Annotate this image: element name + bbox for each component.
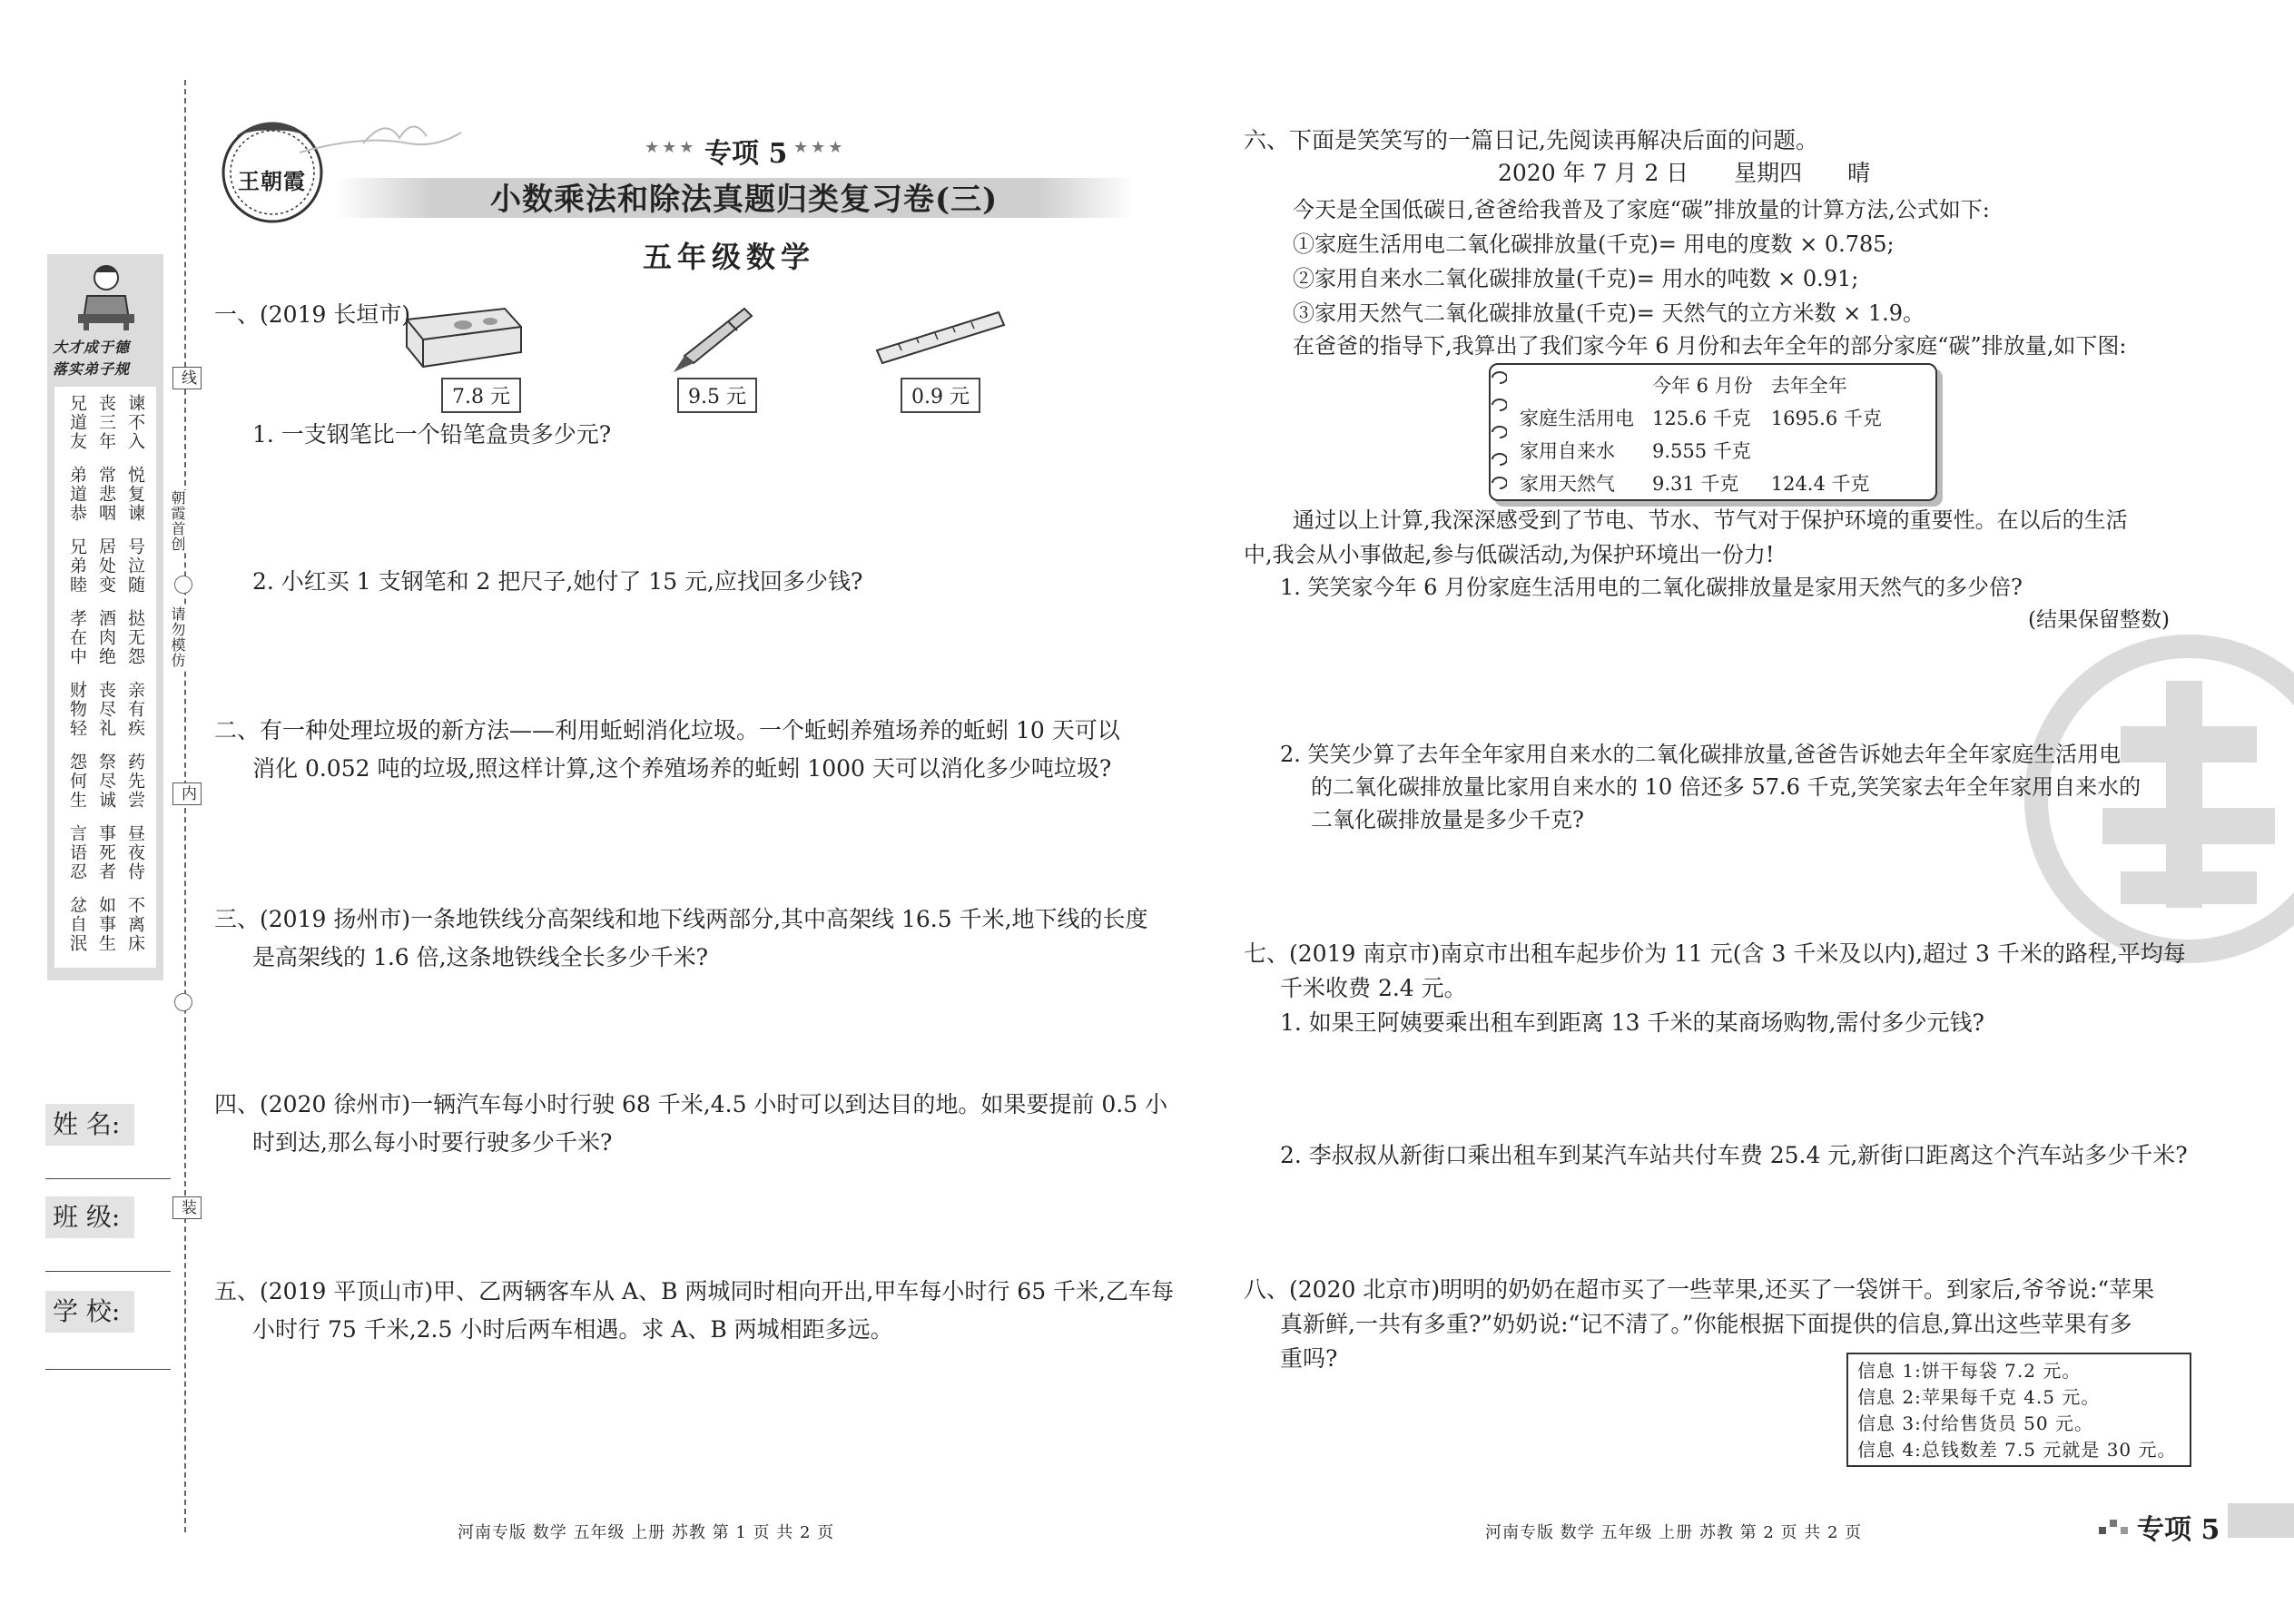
table-cell: 9.555 千克	[1652, 440, 1751, 462]
ruler-illustration	[871, 307, 1008, 374]
co2-notebook	[1489, 363, 1937, 501]
corner-dots-decoration	[2099, 1514, 2135, 1540]
info-line: 信息 3:付给售货员 50 元。	[1857, 1412, 2093, 1434]
q6-sub-1: 1. 笑笑家今年 6 月份家庭生活用电的二氧化碳排放量是家用天然气的多少倍?	[1280, 575, 2023, 600]
verse-column: 孝在中	[67, 609, 87, 666]
verse-column: 兄弟睦	[67, 537, 87, 595]
table-cell: 1695.6 千克	[1770, 408, 1882, 429]
table-header	[1511, 369, 1643, 401]
q6-sub-1-note: (结果保留整数)	[2028, 608, 2170, 632]
verse-column: 忿自泯	[67, 896, 87, 953]
name-line[interactable]	[45, 1178, 171, 1179]
verse-column: 亲有疾	[125, 681, 145, 738]
ribbon-decoration	[300, 116, 463, 174]
cut-mark-xian: 线	[172, 367, 202, 389]
verse-column: 言语忍	[67, 824, 87, 881]
verse-column: 不离床	[125, 896, 145, 953]
q8-line-2: 真新鲜,一共有多重?”奶奶说:“记不清了。”你能根据下面提供的信息,算出这些苹果有多	[1280, 1311, 2132, 1337]
q6-formula-1: ①家庭生活用电二氧化碳排放量(千克)= 用电的度数 × 0.785;	[1293, 231, 1895, 257]
q1-item-1: 1. 一支钢笔比一个铅笔盒贵多少元?	[252, 421, 612, 448]
cut-circle-icon	[174, 993, 192, 1011]
q8-line-3: 重吗?	[1280, 1345, 1338, 1372]
verse-column: 怨何生	[67, 753, 87, 810]
q6-paragraph-1: 今天是全国低碳日,爸爸给我普及了家庭“碳”排放量的计算方法,公式如下:	[1293, 197, 1990, 222]
q8-info-box	[1846, 1353, 2191, 1467]
verse-column: 悦复谏	[125, 466, 145, 523]
motto-top: 大才成于德	[53, 339, 131, 356]
cut-mark-first: 朝霞首创	[165, 490, 189, 552]
brand-logo-text: 王朝霞	[238, 168, 306, 194]
q4-line-1: 四、(2020 徐州市)一辆汽车每小时行驶 68 千米,4.5 小时可以到达目的地。如果要提前 0.5 小	[214, 1091, 1168, 1117]
right-footer: 河南专版 数学 五年级 上册 苏教 第 2 页 共 2 页	[1485, 1523, 1863, 1542]
verse-column: 谏不入	[125, 394, 145, 451]
table-row	[1511, 434, 1891, 467]
verse-column: 兄道友	[67, 394, 87, 451]
verse-column: 号泣随	[125, 537, 145, 595]
verse-column: 居处变	[96, 537, 116, 595]
verse-column: 常悲咽	[96, 466, 116, 523]
q6-sub-2-line-3: 二氧化碳排放量是多少千克?	[1311, 807, 1584, 832]
binding-dashed-line	[184, 80, 186, 1532]
q6-paragraph-3a: 通过以上计算,我深深感受到了节电、节水、节气对于保护环境的重要性。在以后的生活	[1293, 507, 2128, 533]
q7-line-2: 千米收费 2.4 元。	[1280, 975, 1467, 1001]
verse-column: 药先尝	[125, 753, 145, 810]
corner-tag: 专项 5	[2137, 1514, 2220, 1546]
pen-price: 9.5 元	[677, 378, 757, 413]
verse-column: 丧三年	[96, 394, 116, 451]
cut-circle-icon	[174, 576, 192, 594]
topic-stars-right: ★★★	[793, 138, 846, 157]
scholar-figure-icon	[74, 260, 138, 330]
table-cell: 9.31 千克	[1652, 473, 1739, 495]
verse-column: 祭尽诚	[96, 753, 116, 810]
verse-column: 如事生	[96, 896, 116, 953]
table-cell: 家用天然气	[1520, 473, 1615, 495]
table-header: 去年全年	[1770, 375, 1847, 397]
topic-label: 专项 5	[704, 138, 788, 170]
verse-column: 昼夜侍	[125, 824, 145, 881]
q6-paragraph-3b: 中,我会从小事做起,参与低碳活动,为保护环境出一份力!	[1244, 542, 1775, 567]
q8-line-1: 八、(2020 北京市)明明的奶奶在超市买了一些苹果,还买了一袋饼干。到家后,爷爷说:“苹果	[1244, 1276, 2155, 1303]
page-title: 小数乘法和除法真题归类复习卷(三)	[490, 182, 999, 218]
verse-column: 丧尽礼	[96, 681, 116, 738]
pencil-box-illustration	[399, 303, 527, 378]
pen-illustration	[665, 303, 755, 379]
cut-mark-nei: 内	[172, 782, 202, 805]
cut-mark-zhuang: 装	[172, 1196, 202, 1219]
q4-line-2: 时到达,那么每小时要行驶多少千米?	[252, 1129, 613, 1156]
q2-line-2: 消化 0.052 吨的垃圾,照这样计算,这个养殖场养的蚯蚓 1000 天可以消化多少吨垃圾?	[252, 755, 1112, 782]
pencil-box-price: 7.8 元	[441, 378, 521, 413]
motto-panel	[47, 254, 163, 980]
q6-date: 2020 年 7 月 2 日 星期四 晴	[1498, 160, 1871, 186]
table-cell: 家庭生活用电	[1520, 408, 1634, 429]
page-subtitle: 五年级数学	[643, 240, 816, 274]
info-line: 信息 1:饼干每袋 7.2 元。	[1857, 1360, 2082, 1382]
q3-line-1: 三、(2019 扬州市)一条地铁线分高架线和地下线两部分,其中高架线 16.5 千米,地下线的长度	[214, 906, 1148, 932]
q5-line-2: 小时行 75 千米,2.5 小时后两车相遇。求 A、B 两城相距多远。	[252, 1316, 893, 1343]
q1-item-2: 2. 小红买 1 支钢笔和 2 把尺子,她付了 15 元,应找回多少钱?	[252, 568, 863, 595]
verse-column: 酒肉绝	[96, 609, 116, 666]
table-row	[1511, 401, 1891, 434]
cut-mark-warning: 请勿模仿	[165, 606, 189, 668]
q6-formula-3: ③家用天然气二氧化碳排放量(千克)= 天然气的立方米数 × 1.9。	[1293, 300, 1925, 326]
q7-line-1: 七、(2019 南京市)南京市出租车起步价为 11 元(含 3 千米及以内),超过 3 千米的路程,平均每	[1244, 940, 2186, 967]
school-label: 学 校:	[45, 1291, 134, 1333]
q7-sub-1: 1. 如果王阿姨要乘出租车到距离 13 千米的某商场购物,需付多少元钱?	[1280, 1009, 1984, 1036]
info-line: 信息 2:苹果每千克 4.5 元。	[1857, 1386, 2101, 1408]
school-line[interactable]	[45, 1369, 171, 1370]
verse-column: 挞无怨	[125, 609, 145, 666]
class-label: 班 级:	[45, 1196, 134, 1238]
notebook-rings	[1480, 370, 1507, 497]
verse-column: 弟道恭	[67, 466, 87, 523]
motto-bottom: 落实弟子规	[53, 360, 131, 378]
corner-tag-block	[2228, 1503, 2294, 1538]
q6-sub-2-line-2: 的二氧化碳排放量比家用自来水的 10 倍还多 57.6 千克,笑笑家去年全年家用自来水的	[1311, 774, 2141, 800]
table-cell	[1762, 434, 1891, 467]
q3-line-2: 是高架线的 1.6 倍,这条地铁线全长多少千米?	[252, 944, 709, 970]
q6-intro: 六、下面是笑笑写的一篇日记,先阅读再解决后面的问题。	[1244, 127, 1818, 153]
q6-paragraph-2: 在爸爸的指导下,我算出了我们家今年 6 月份和去年全年的部分家庭“碳”排放量,如下图:	[1293, 333, 2127, 359]
table-cell: 124.4 千克	[1770, 473, 1870, 495]
q6-formula-2: ②家用自来水二氧化碳排放量(千克)= 用水的吨数 × 0.91;	[1293, 266, 1859, 291]
verse-grid	[54, 387, 156, 968]
table-row	[1511, 467, 1891, 499]
q7-sub-2: 2. 李叔叔从新街口乘出租车到某汽车站共付车费 25.4 元,新街口距离这个汽车站多少千米?	[1280, 1142, 2188, 1168]
q1-label: 一、(2019 长垣市)	[214, 301, 411, 328]
topic-stars-left: ★★★	[645, 138, 697, 157]
table-header-row	[1511, 369, 1891, 401]
table-cell: 家用自来水	[1520, 440, 1615, 462]
table-header: 今年 6 月份	[1652, 375, 1753, 397]
ruler-price: 0.9 元	[901, 378, 980, 413]
co2-table	[1511, 369, 1891, 499]
q6-sub-2-line-1: 2. 笑笑少算了去年全年家用自来水的二氧化碳排放量,爸爸告诉她去年全年家庭生活用电	[1280, 742, 2122, 767]
verse-column: 事死者	[96, 824, 116, 881]
table-cell: 125.6 千克	[1652, 408, 1751, 429]
class-line[interactable]	[45, 1271, 171, 1272]
name-label: 姓 名:	[45, 1104, 134, 1146]
verse-column: 财物轻	[67, 681, 87, 738]
info-line: 信息 4:总钱数差 7.5 元就是 30 元。	[1857, 1439, 2177, 1461]
q5-line-1: 五、(2019 平顶山市)甲、乙两辆客车从 A、B 两城同时相向开出,甲车每小时行 65 千米,乙车每	[214, 1278, 1174, 1304]
q2-line-1: 二、有一种处理垃圾的新方法——利用蚯蚓消化垃圾。一个蚯蚓养殖场养的蚯蚓 10 天可以	[214, 717, 1120, 743]
left-footer: 河南专版 数学 五年级 上册 苏教 第 1 页 共 2 页	[458, 1523, 835, 1542]
